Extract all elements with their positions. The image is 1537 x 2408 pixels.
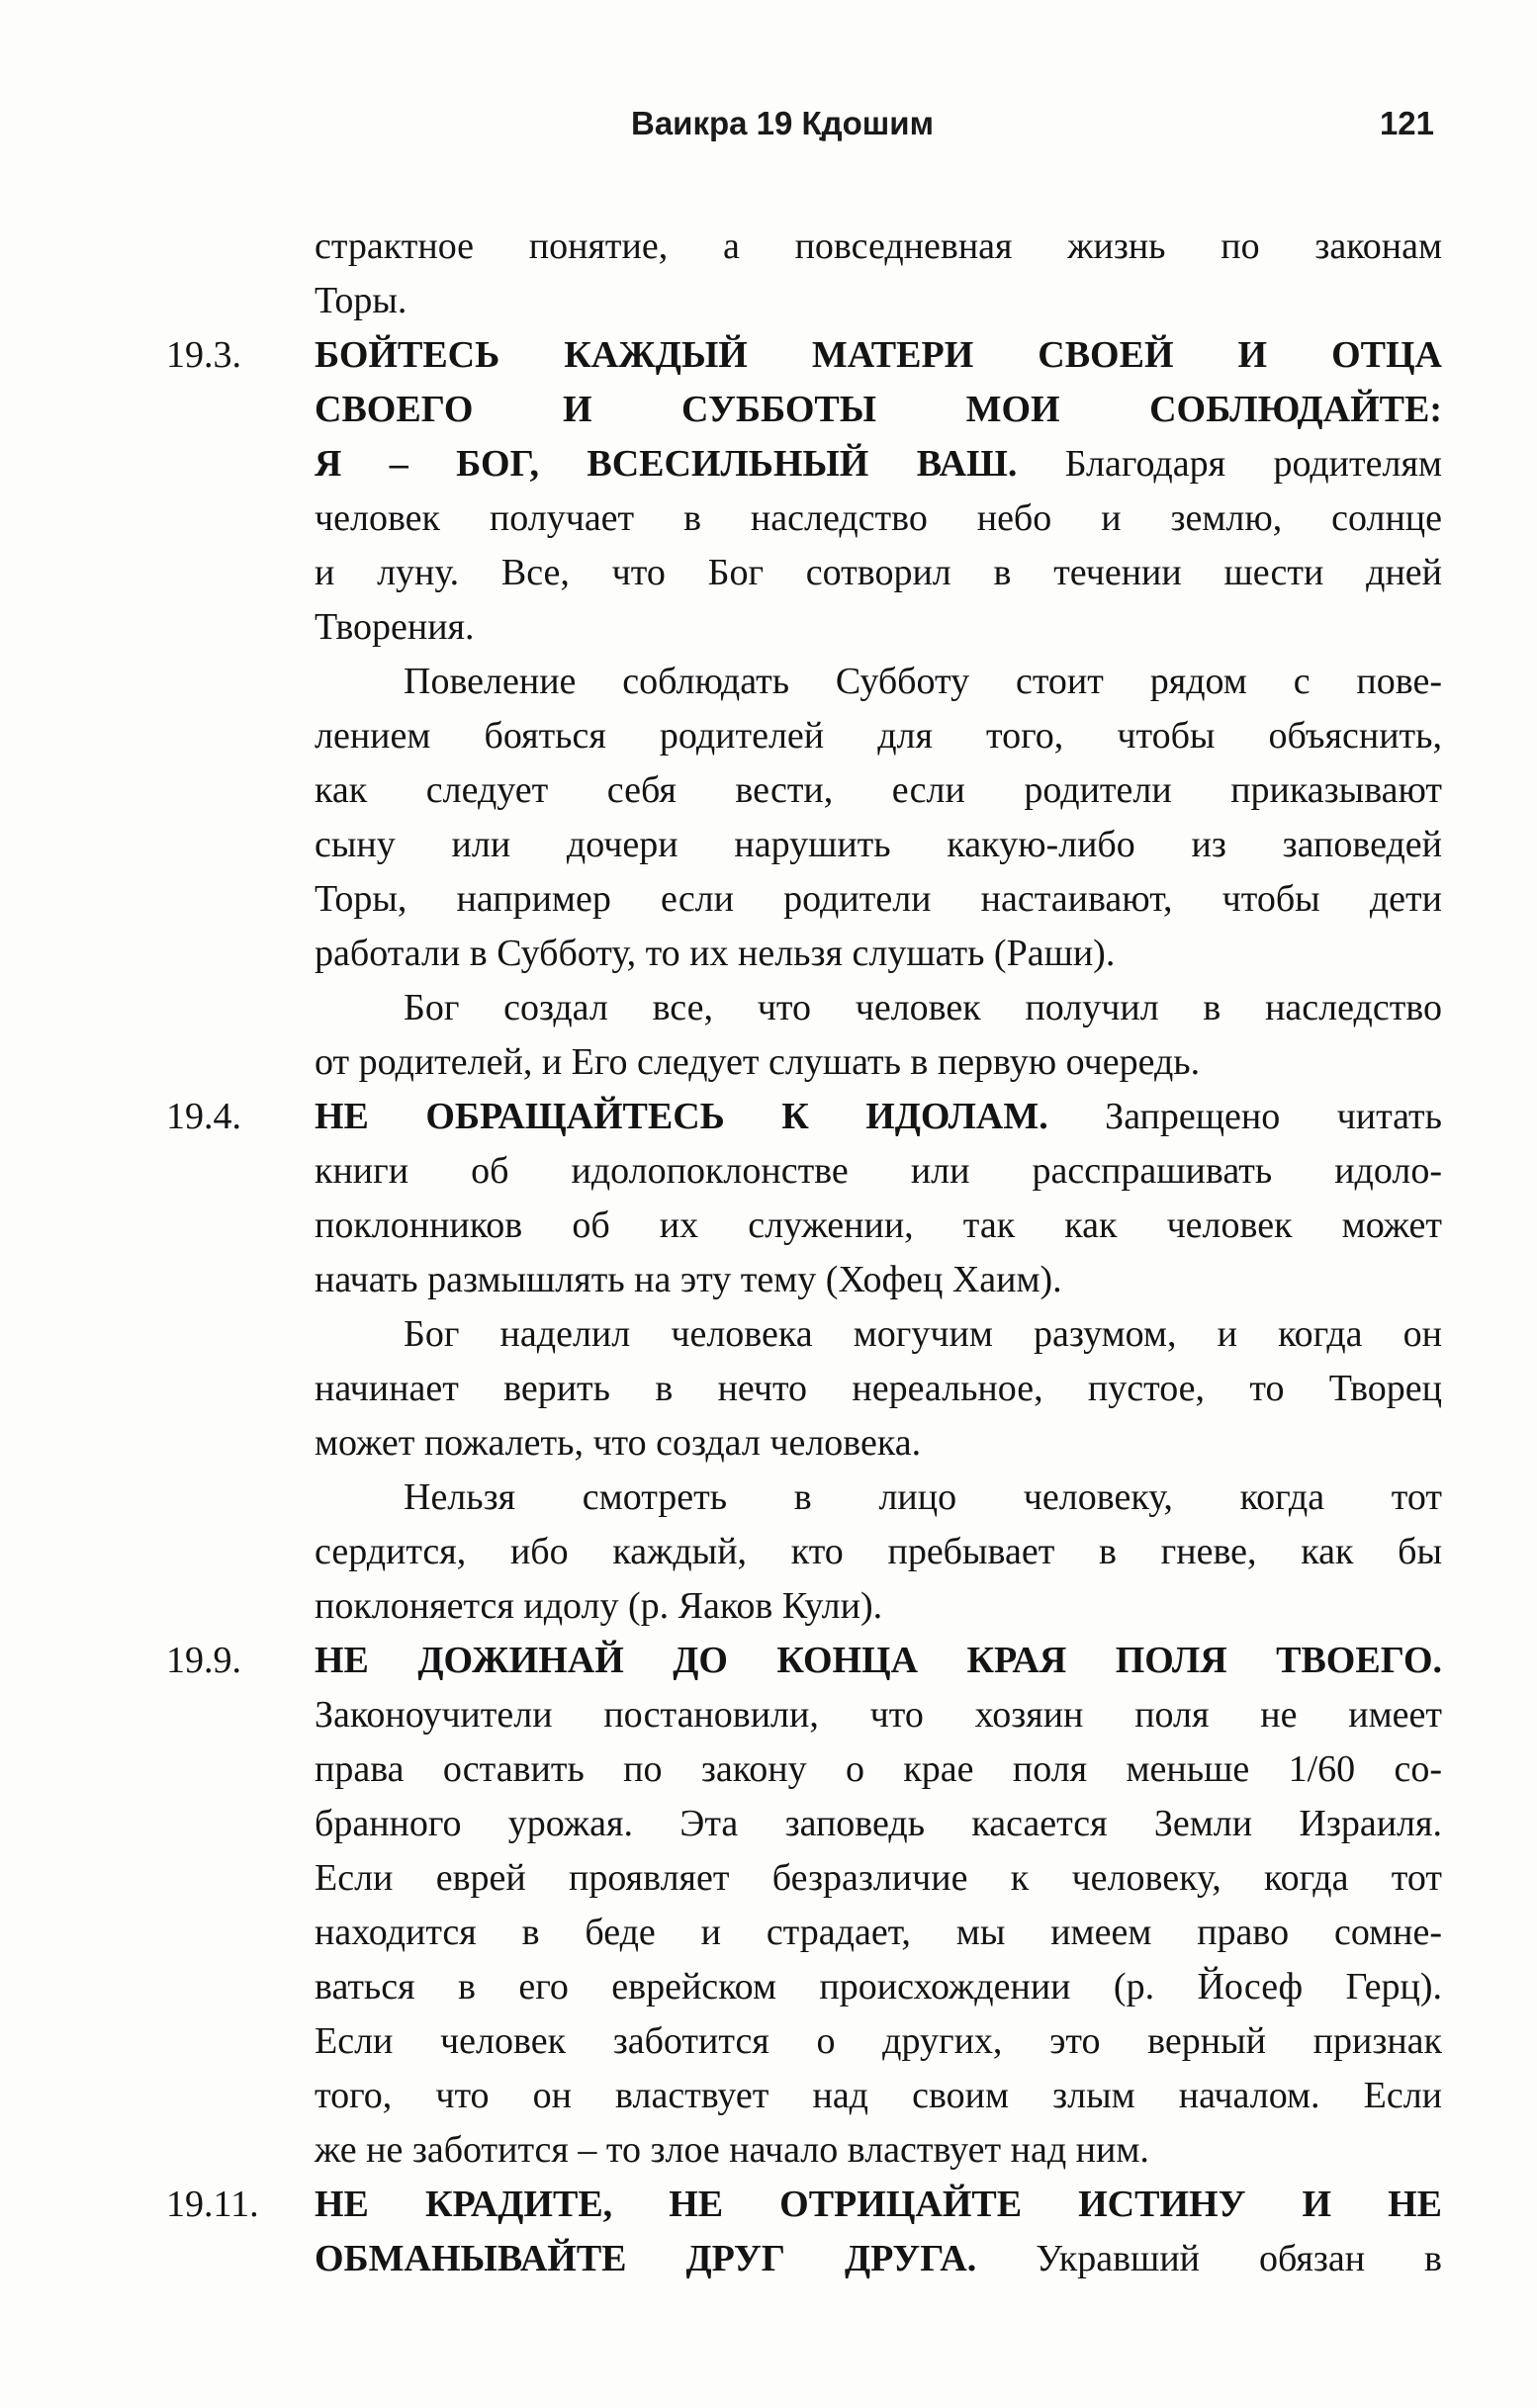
text-line [315,763,1442,818]
text-line [315,1579,1442,1634]
text-segment: Если еврей проявляет безразличие к человеку, когда тот [315,1857,1442,1899]
text-segment: от родителей, и Его следует слушать в первую очередь. [315,1041,1201,1083]
section-number: 19.9. [166,1640,241,1681]
paragraph [315,1471,1442,1634]
bold-text-segment: НЕ ДОЖИНАЙ ДО КОНЦА КРАЯ ПОЛЯ ТВОЕГО. [315,1640,1442,1681]
text-line [315,1634,1442,1688]
paragraph [166,1090,1442,1307]
text-segment: находится в беде и страдает, мы имеем право сомне- [315,1912,1442,1953]
text-segment: Повеление соблюдать Субботу стоит рядом с пове- [404,661,1442,702]
text-segment: Благодаря родителям [1017,443,1442,485]
bold-text-segment: НЕ ОБРАЩАЙТЕСЬ К ИДОЛАМ. [315,1096,1048,1137]
text-segment: человек получает в наследство небо и землю, солнце [315,497,1442,539]
text-segment: Нельзя смотреть в лицо человеку, когда тот [404,1476,1442,1518]
text-segment: Запрещено читать [1047,1096,1442,1137]
bold-text-segment: СВОЕГО И СУББОТЫ МОИ СОБЛЮДАЙТЕ: [315,389,1442,430]
text-line [315,927,1442,981]
text-line [315,1307,1442,1362]
text-segment: Бог наделил человека могучим разумом, и когда он [404,1313,1442,1355]
text-segment: лением бояться родителей для того, чтобы объяснить, [315,715,1442,757]
text-segment: начать размышлять на эту тему (Хофец Хаим). [315,1259,1062,1300]
paragraph [315,655,1442,981]
text-segment: Укравший обязан в [976,2238,1442,2279]
page-number: 121 [1379,105,1434,141]
bold-text-segment: БОЙТЕСЬ КАЖДЫЙ МАТЕРИ СВОЕЙ И ОТЦА [315,334,1442,376]
page-header [0,105,1537,146]
bold-text-segment: НЕ КРАДИТЕ, НЕ ОТРИЦАЙТЕ ИСТИНУ И НЕ [315,2184,1442,2225]
paragraph [315,981,1442,1090]
running-title: Ваикра 19 К̣дошим [631,105,934,141]
text-line [315,1851,1442,1906]
text-segment: страктное понятие, а повседневная жизнь по законам [315,225,1442,267]
text-line [315,981,1442,1035]
text-line [315,600,1442,655]
text-segment: работали в Субботу, то их нельзя слушать (Раши). [315,933,1116,974]
text-line [315,1090,1442,1144]
text-line [315,1144,1442,1199]
text-line [315,1253,1442,1307]
text-segment: книги об идолопоклонстве или расспрашивать идоло- [315,1150,1442,1192]
text-segment: Бог создал все, что человек получил в наследство [404,987,1442,1028]
bold-text-segment: ОБМАНЫВАЙТЕ ДРУГ ДРУГА. [315,2238,977,2279]
text-line [315,2014,1442,2069]
section-number: 19.3. [166,334,241,376]
text-line [315,1416,1442,1471]
text-segment: бранного урожая. Эта заповедь касается Земли Израиля. [315,1803,1442,1844]
text-line [315,2123,1442,2178]
text-line [315,491,1442,546]
text-segment: сердится, ибо каждый, кто пребывает в гневе, как бы [315,1531,1442,1572]
text-line [315,2178,1442,2232]
text-line [315,1471,1442,1525]
bold-text-segment: Я – БОГ, ВСЕСИЛЬНЫЙ ВАШ. [315,443,1018,485]
text-line [315,655,1442,709]
text-line [315,328,1442,383]
text-line [315,1906,1442,1960]
text-line [315,2069,1442,2123]
section-number: 19.4. [166,1096,241,1137]
paragraph [315,220,1442,328]
text-line [315,1362,1442,1416]
text-line [315,383,1442,437]
text-segment: же не заботится – то злое начало властвует над ним. [315,2129,1149,2171]
text-segment: начинает верить в нечто нереальное, пустое, то Творец [315,1368,1442,1409]
text-segment: Торы. [315,280,407,321]
paragraph [315,1307,1442,1471]
text-segment: того, что он властвует над своим злым началом. Если [315,2075,1442,2116]
text-line [315,274,1442,328]
paragraph [166,328,1442,655]
text-line [315,1688,1442,1742]
text-line [315,1742,1442,1797]
text-line [315,709,1442,763]
text-line [315,1199,1442,1253]
text-segment: Торы, например если родители настаивают, чтобы дети [315,878,1442,920]
text-line [315,1797,1442,1851]
text-line [315,437,1442,491]
text-segment: права оставить по закону о крае поля меньше 1/60 со- [315,1748,1442,1790]
text-line [315,2232,1442,2286]
text-segment: ваться в его еврейском происхождении (р. Йосеф Герц). [315,1966,1442,2007]
text-line [315,872,1442,927]
text-segment: сыну или дочери нарушить какую-либо из заповедей [315,824,1442,865]
text-segment: и луну. Все, что Бог сотворил в течении шести дней [315,552,1442,593]
text-segment: поклоняется идолу (р. Яаков Кули). [315,1585,883,1627]
paragraph [166,1634,1442,2178]
text-line [315,818,1442,872]
text-block [166,220,1442,2286]
text-line [315,1960,1442,2014]
text-line [315,546,1442,600]
text-segment: Если человек заботится о других, это верный признак [315,2020,1442,2062]
text-segment: может пожалеть, что создал человека. [315,1422,922,1464]
paragraph [166,2178,1442,2286]
text-segment: поклонников об их служении, так как человек может [315,1204,1442,1246]
section-number: 19.11. [166,2184,259,2225]
text-line [315,220,1442,274]
text-segment: Творения. [315,606,475,648]
text-segment: Законоучители постановили, что хозяин поля не имеет [315,1694,1442,1736]
text-segment: как следует себя вести, если родители приказывают [315,769,1442,811]
text-line [315,1525,1442,1579]
text-line [315,1035,1442,1090]
